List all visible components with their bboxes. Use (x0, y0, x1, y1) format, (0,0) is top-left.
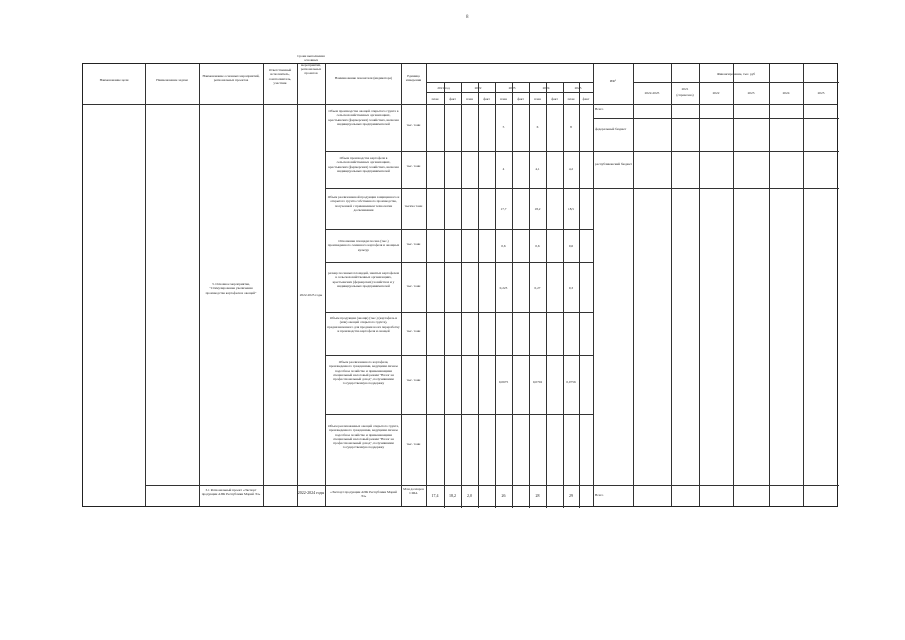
column-divider (444, 82, 445, 508)
source-total: Всего (595, 107, 604, 111)
indicator-value-2024: 18,2 (534, 207, 541, 211)
indicator-value-2023: 0,0675 (498, 380, 509, 384)
indicator-value-2024: 0,6 (535, 244, 540, 248)
header-source: ИФ¹ (609, 79, 617, 83)
indicator-value-2025: 4,2 (568, 167, 574, 171)
column-divider (461, 82, 462, 508)
header-bottom-rule (83, 104, 837, 105)
header-plan: план (466, 97, 473, 101)
indicator-value-2025: 8 (570, 125, 572, 129)
regional-project-source: Всего (595, 493, 604, 497)
column-divider (593, 64, 594, 506)
header-term: Сроки выполнения основных мероприятий, региональных проектов (297, 54, 325, 75)
indicator-name: Объем производства овощей открытого грунта в сельскохозяйственных организациях, крестьянских (фермерских) хозяйствах, включая индивидуальных предпринимателей (328, 109, 399, 126)
column-divider (495, 82, 496, 508)
header-fact: факт (551, 97, 558, 101)
indicator-name: Объем реализованной продукции защищенного и открытого грунта собственного производства, полученной с применением технологии досвечивания (327, 195, 400, 212)
indicator-name: Объем продукции (овощи) (тыс.) (картофель и (или) овощей открытого грунта), предназначенного для продажи на их переработку и производства картофеля и овощей (327, 316, 400, 333)
indicator-value-2023: 4 (502, 167, 505, 171)
header-fin-2024: 2024 (782, 91, 790, 95)
header-financing: Финансирование, тыс. руб (716, 72, 756, 76)
header-rule (426, 92, 593, 93)
column-divider (325, 64, 326, 506)
row-divider (593, 151, 839, 152)
column-divider (512, 82, 513, 508)
column-divider (529, 82, 530, 508)
header-unit: Единица измерения (405, 74, 422, 83)
column-divider (769, 64, 770, 506)
row-divider (145, 485, 839, 486)
indicator-value-2023: 0,223 (499, 286, 508, 290)
regional-project-plan-2024: 28 (535, 493, 540, 498)
indicator-name: Отношение площади посева (тыс.) произведенного семенного картофеля и овощных культур (327, 239, 400, 252)
indicator-value-2023: 5 (502, 125, 505, 129)
regional-project-term: 2022-2024 годы (297, 490, 325, 495)
measure-term: 2022-2025 годы (299, 293, 323, 297)
row-divider (325, 151, 593, 152)
regional-project-plan-2022: 2,0 (467, 493, 472, 498)
header-measures: Наименование основных мероприятий, региональных проектов (202, 74, 260, 83)
indicator-value-2023: 0,6 (501, 244, 506, 248)
row-divider (593, 188, 839, 189)
indicator-value-2025: 0,6 (568, 244, 574, 248)
indicator-name: размер посевных площадей, занятых картофелем в сельскохозяйственных организациях, крестьянских (фермерских) хозяйствах и у индивидуальных предпринимателей (327, 271, 400, 288)
header-year-2024: 2024 (542, 86, 550, 90)
indicator-unit: тысяча тонн (404, 204, 423, 208)
row-divider (325, 188, 593, 189)
header-fin-2021: 2021 (681, 87, 689, 91)
row-divider (325, 355, 593, 356)
header-fin-2025: 2025 (817, 91, 825, 95)
header-fin-2022-2025: 2022-2025 (644, 91, 660, 95)
regional-project-fact-2021: 18,2 (449, 493, 456, 498)
column-divider (699, 64, 700, 506)
indicator-value-2025: 18,5 (568, 207, 574, 211)
indicator-unit: тыс. тонн (406, 123, 421, 127)
indicator-name: Объем производства картофеля в сельскохозяйственных организациях, крестьянских (фермерских) хозяйствах, включая индивидуальных предпринимателей (328, 156, 399, 173)
column-divider (478, 82, 479, 508)
regional-project-plan-2021: 17,4 (431, 493, 439, 498)
header-fact: факт (582, 97, 590, 101)
row-divider (325, 312, 593, 313)
header-indicator: Наименование показателя (индикатора) (334, 76, 393, 80)
indicator-name: Объем реализованного картофеля, произведенного гражданами, ведущими личное подсобное хозяйство и применяющими специальный налоговый режим "Налог на профессиональный доход", получившими государственную поддержку (329, 360, 398, 386)
source-federal: федеральный бюджет (595, 127, 627, 131)
header-task: Наименование задачи (156, 78, 188, 82)
column-divider (733, 64, 734, 506)
header-year-2022: 2022 (474, 86, 482, 90)
indicator-value-2024: 0,27 (534, 286, 541, 290)
measure-title: 3. Основное мероприятие, "Стимулирование увеличения производства картофеля и овощей" (205, 282, 257, 295)
indicator-value-2024: 4,1 (535, 167, 540, 171)
header-year-2023: 2023 (508, 86, 516, 90)
header-fact: факт (517, 97, 524, 101)
row-divider (325, 262, 593, 263)
header-fact: факт (483, 97, 490, 101)
indicator-unit: тыс. тонн (406, 378, 421, 382)
column-divider (633, 64, 634, 506)
indicator-value-2024: 6 (536, 125, 539, 129)
column-divider (263, 64, 264, 506)
header-plan: план (534, 97, 541, 101)
header-fact: факт (449, 97, 456, 101)
row-divider (593, 118, 839, 119)
indicator-unit: тыс. тонн (406, 284, 421, 288)
indicator-value-2025: 0,3 (568, 286, 574, 290)
column-divider (426, 64, 427, 506)
indicator-name: Объем реализованных овощей открытого грунта, произведенного гражданами, ведущими личное подсобное хозяйство и применяющими специальный налоговый режим "Налог на профессиональный доход", получившими государственную поддержку (327, 424, 400, 450)
header-fin-2021-note: (справочно) (676, 93, 694, 97)
header-rule (633, 82, 839, 83)
header-year-2021: 2021 год (437, 86, 450, 90)
regional-project-plan-2023: 26 (501, 493, 506, 498)
header-plan: план (431, 97, 439, 101)
header-fin-2022: 2022 (712, 91, 720, 95)
header-rule (426, 82, 593, 83)
indicator-value-2025: 0,0756 (566, 380, 576, 384)
column-divider (297, 64, 298, 506)
regional-project-title: 3.1 Региональный проект «Экспорт продукции АПК Республики Марий Эл» (201, 488, 261, 497)
regional-project-plan-2025: 29 (569, 493, 573, 498)
header-goal: Наименование цели (99, 78, 129, 82)
source-republic: республиканский бюджет (595, 162, 633, 166)
indicator-unit: тыс. тонн (406, 442, 421, 446)
row-divider (325, 414, 593, 415)
regional-project-indicator: «Экспорт продукции АПК Республики Марий Эл» (330, 490, 397, 499)
regional-project-unit: Млн долларов США (403, 487, 424, 496)
header-plan: план (500, 97, 507, 101)
column-divider (579, 82, 580, 508)
column-divider (546, 82, 547, 508)
indicator-unit: тыс. тонн (406, 242, 421, 246)
column-divider (671, 64, 672, 506)
header-plan: план (567, 97, 575, 101)
column-divider (145, 64, 146, 506)
header-fin-2023: 2023 (747, 91, 755, 95)
column-divider (803, 64, 804, 506)
row-divider (325, 229, 593, 230)
page-number: 8 (466, 15, 469, 20)
header-year-2025: 2025 (574, 86, 582, 90)
column-divider (563, 82, 564, 508)
indicator-unit: тыс. тонн (406, 329, 421, 333)
indicator-value-2024: 0,0702 (532, 380, 543, 384)
indicator-unit: тыс. тонн (406, 164, 421, 168)
program-table (82, 54, 838, 507)
indicator-value-2023: 17,7 (500, 207, 507, 211)
header-responsible: Ответственный исполнитель, соисполнитель, участник (268, 68, 292, 85)
